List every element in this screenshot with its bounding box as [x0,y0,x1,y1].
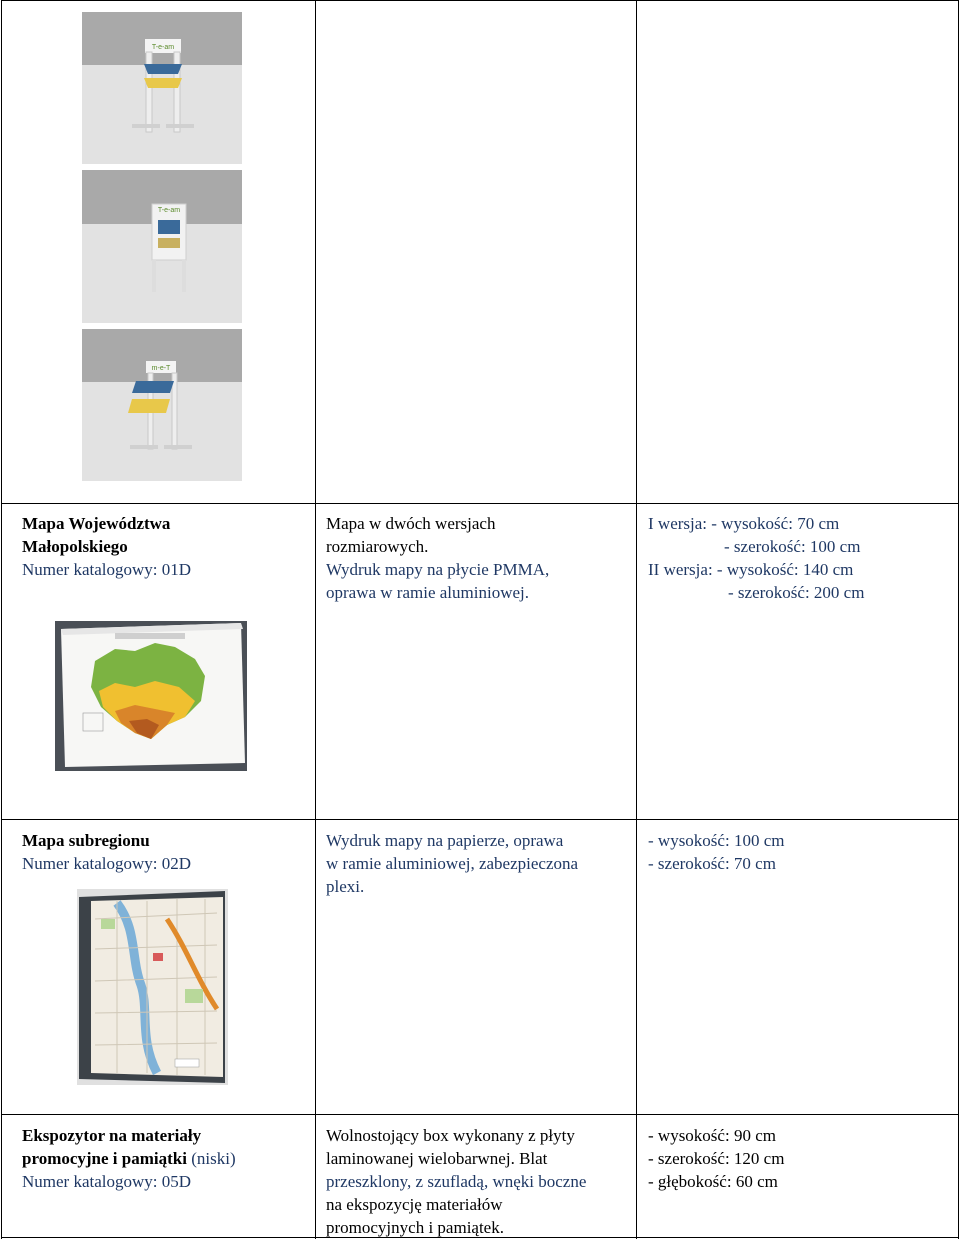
table-border-right [958,0,959,1239]
product-dimensions: - wysokość: 90 cm - szerokość: 120 cm - głębokość: 60 cm [648,1126,785,1191]
table-border-top [1,0,959,1]
svg-text:T-e-am: T-e-am [157,207,181,214]
exhibition-stand-photo [82,170,242,323]
city-map-photo [77,889,228,1085]
product-description: Mapa w dwóch wersjach rozmiarowych. Wydruk mapy na płycie PMMA, oprawa w ramie aluminiowej. [326,514,550,602]
row-divider-2 [1,819,959,820]
svg-text:T-e-am: T-e-am [151,44,175,51]
voivodeship-map-photo [55,621,247,771]
table-border-left [1,0,2,1239]
product-title: Ekspozytor na materiały [22,1126,202,1145]
product-title: Mapa Województwa Małopolskiego [22,514,171,556]
catalog-number: Numer katalogowy: 02D [22,854,192,873]
row-divider-1 [1,503,959,504]
product-name-cell [22,829,307,875]
catalog-number: Numer katalogowy: 01D [22,560,192,579]
product-title: Mapa subregionu [22,831,150,850]
product-name-cell [22,512,307,581]
exhibition-stand-photo [82,12,242,164]
product-dimensions: I wersja: - wysokość: 70 cm - szerokość: 100 cm II wersja: - wysokość: 140 cm - szerokość: 200 cm [648,514,865,602]
column-divider-2 [636,0,637,1239]
row-divider-3 [1,1114,959,1115]
product-description: Wolnostojący box wykonany z płyty laminowanej wielobarwnej. Blat przeszklony, z szufladą, wnęki boczne na ekspozycję materiałów promocyjnych i pamiątek. [326,1126,587,1237]
column-divider-1 [315,0,316,1239]
exhibition-stand-photo [82,329,242,481]
svg-text:m-e-T: m-e-T [151,365,171,372]
product-name-cell: Ekspozytor na materiały promocyjne i pamiątki (niski) Numer katalogowy: 05D [22,1124,307,1193]
catalog-number: Numer katalogowy: 05D [22,1172,192,1191]
product-description: Wydruk mapy na papierze, oprawa w ramie aluminiowej, zabezpieczona plexi. [326,831,579,896]
product-dimensions: - wysokość: 100 cm - szerokość: 70 cm [648,831,785,873]
